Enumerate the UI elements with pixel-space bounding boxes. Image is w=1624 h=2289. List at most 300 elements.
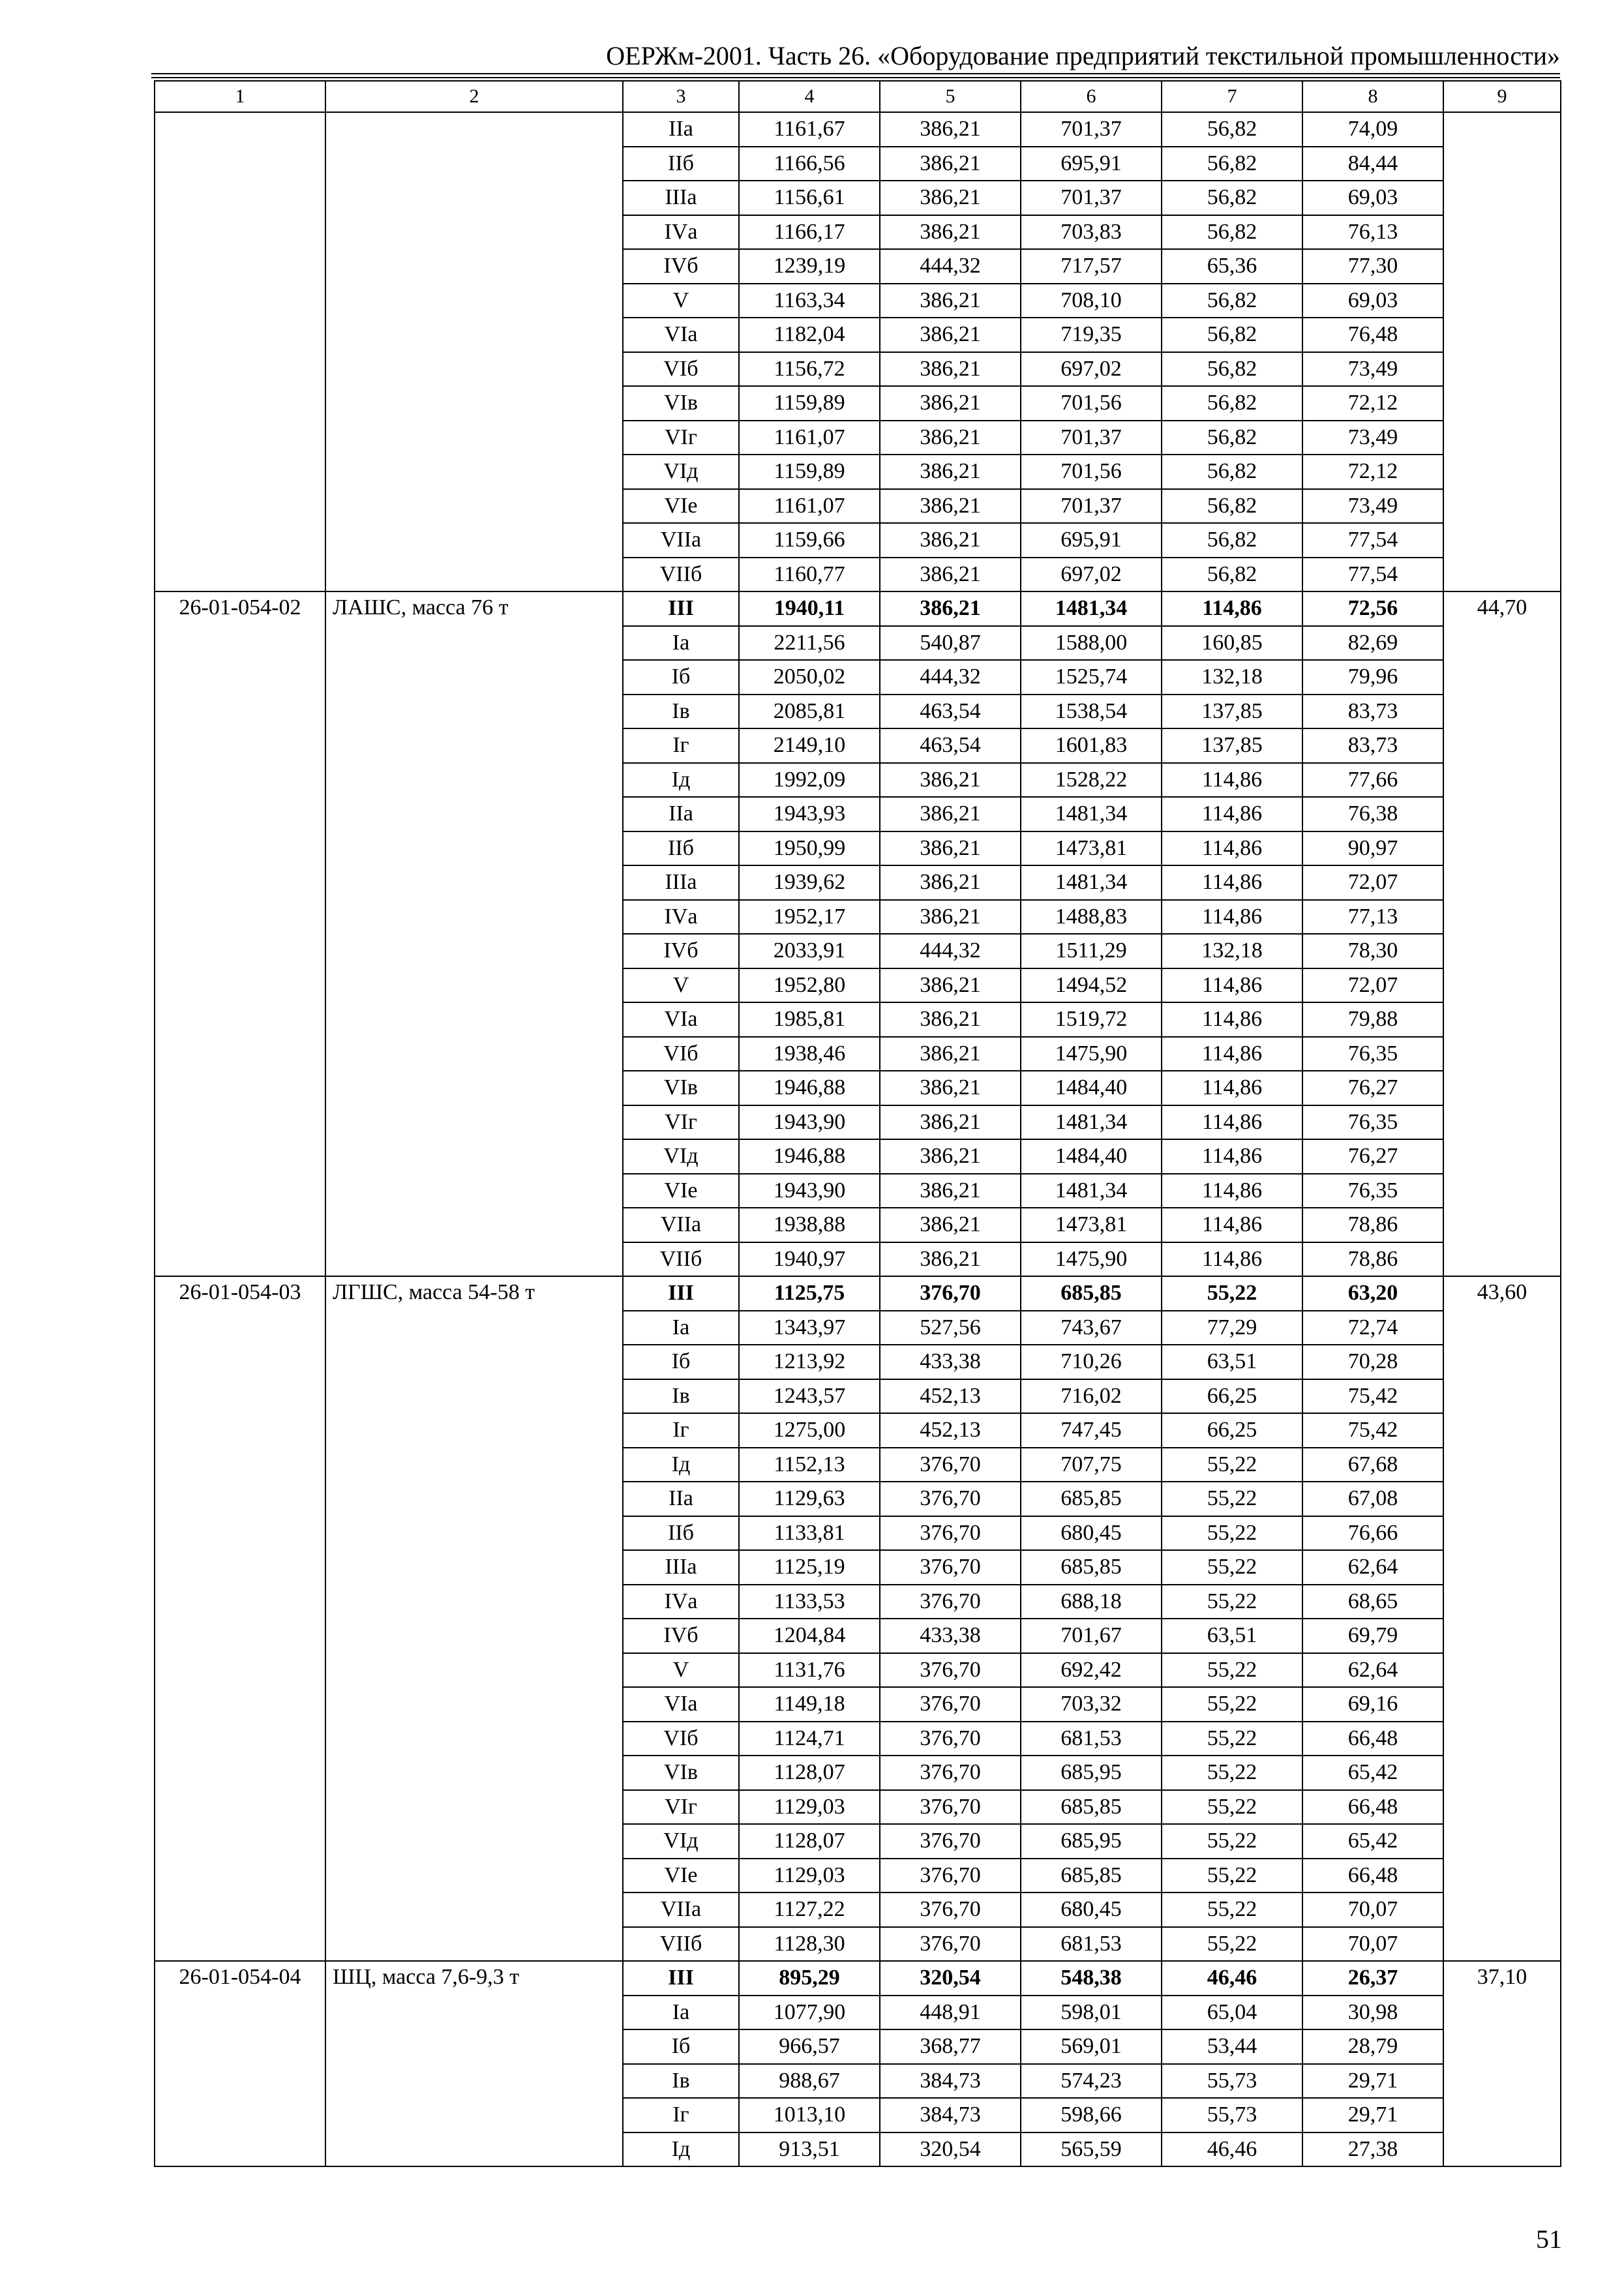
cell-c3: Iа	[623, 1996, 739, 2030]
cell-c3: IVб	[623, 934, 739, 968]
rate-code: 26-01-054-03	[155, 1276, 325, 1961]
cell-c7: 114,86	[1162, 1174, 1302, 1208]
cell-c4: 1133,53	[739, 1585, 880, 1619]
column-number: 2	[325, 81, 623, 112]
cell-c8: 26,37	[1302, 1961, 1443, 1996]
cell-c6: 1481,34	[1021, 797, 1162, 831]
cell-c8: 29,71	[1302, 2098, 1443, 2132]
cell-c7: 137,85	[1162, 695, 1302, 729]
cell-c4: 1125,75	[739, 1276, 880, 1311]
cell-c3: VIIб	[623, 1242, 739, 1277]
cell-c8: 78,86	[1302, 1242, 1443, 1277]
cell-c5: 386,21	[880, 318, 1021, 352]
cell-c3: VIв	[623, 1756, 739, 1790]
cell-c4: 1128,30	[739, 1927, 880, 1962]
cell-c7: 114,86	[1162, 1208, 1302, 1242]
cell-c5: 386,21	[880, 112, 1021, 147]
cell-c8: 82,69	[1302, 626, 1443, 661]
cell-c4: 1943,90	[739, 1174, 880, 1208]
cell-c3: Iг	[623, 2098, 739, 2132]
cell-c5: 386,21	[880, 147, 1021, 181]
cell-c4: 1129,03	[739, 1859, 880, 1893]
cell-c8: 65,42	[1302, 1756, 1443, 1790]
cell-c5: 376,70	[880, 1448, 1021, 1482]
cell-c4: 1125,19	[739, 1550, 880, 1585]
cell-c5: 376,70	[880, 1550, 1021, 1585]
cell-c4: 1940,97	[739, 1242, 880, 1277]
cell-c4: 966,57	[739, 2029, 880, 2064]
cell-c8: 77,30	[1302, 249, 1443, 284]
cell-c3: IIа	[623, 797, 739, 831]
cell-c4: 1161,07	[739, 421, 880, 455]
cell-c4: 895,29	[739, 1961, 880, 1996]
cell-c6: 1511,29	[1021, 934, 1162, 968]
cell-c5: 320,54	[880, 1961, 1021, 1996]
cell-c5: 376,70	[880, 1756, 1021, 1790]
cell-c3: IVб	[623, 249, 739, 284]
cell-c8: 83,73	[1302, 728, 1443, 763]
cell-c3: VIIб	[623, 1927, 739, 1962]
cell-c7: 55,22	[1162, 1516, 1302, 1551]
cell-c4: 1159,89	[739, 455, 880, 489]
cell-c6: 1473,81	[1021, 1208, 1162, 1242]
cell-c4: 1275,00	[739, 1413, 880, 1448]
cell-c4: 1992,09	[739, 763, 880, 798]
cell-c7: 66,25	[1162, 1379, 1302, 1414]
cell-c4: 988,67	[739, 2064, 880, 2099]
cell-c8: 77,66	[1302, 763, 1443, 798]
cell-c6: 1519,72	[1021, 1002, 1162, 1037]
column-number: 7	[1162, 81, 1302, 112]
cell-c6: 1481,34	[1021, 865, 1162, 900]
cell-c3: IVб	[623, 1619, 739, 1653]
cell-c4: 1985,81	[739, 1002, 880, 1037]
col9-value: 43,60	[1443, 1276, 1561, 1961]
cell-c7: 114,86	[1162, 1002, 1302, 1037]
cell-c3: VIв	[623, 386, 739, 421]
cell-c8: 65,42	[1302, 1824, 1443, 1859]
cell-c8: 77,54	[1302, 558, 1443, 592]
rate-code: 26-01-054-02	[155, 591, 325, 1276]
cell-c8: 68,65	[1302, 1585, 1443, 1619]
cell-c5: 452,13	[880, 1379, 1021, 1414]
cell-c8: 73,49	[1302, 489, 1443, 524]
cell-c5: 386,21	[880, 797, 1021, 831]
cell-c7: 114,86	[1162, 1105, 1302, 1140]
cell-c8: 74,09	[1302, 112, 1443, 147]
cell-c8: 62,64	[1302, 1653, 1443, 1688]
column-number: 8	[1302, 81, 1443, 112]
cell-c7: 46,46	[1162, 1961, 1302, 1996]
cell-c5: 386,21	[880, 831, 1021, 866]
cell-c7: 66,25	[1162, 1413, 1302, 1448]
cell-c6: 695,91	[1021, 523, 1162, 558]
cell-c5: 376,70	[880, 1859, 1021, 1893]
cell-c6: 1475,90	[1021, 1242, 1162, 1277]
cell-c4: 1938,88	[739, 1208, 880, 1242]
cell-c6: 1473,81	[1021, 831, 1162, 866]
cell-c8: 76,35	[1302, 1037, 1443, 1071]
cell-c6: 701,37	[1021, 421, 1162, 455]
cell-c4: 1163,34	[739, 284, 880, 318]
cell-c6: 717,57	[1021, 249, 1162, 284]
cell-c6: 708,10	[1021, 284, 1162, 318]
cell-c6: 710,26	[1021, 1345, 1162, 1379]
cell-c7: 114,86	[1162, 831, 1302, 866]
cell-c8: 72,07	[1302, 865, 1443, 900]
cell-c4: 1128,07	[739, 1756, 880, 1790]
cell-c8: 79,96	[1302, 660, 1443, 695]
cell-c8: 72,07	[1302, 968, 1443, 1003]
cell-c6: 685,85	[1021, 1276, 1162, 1311]
cell-c4: 1943,90	[739, 1105, 880, 1140]
cell-c3: Iг	[623, 1413, 739, 1448]
cell-c8: 76,27	[1302, 1071, 1443, 1105]
cell-c5: 386,21	[880, 421, 1021, 455]
cell-c5: 444,32	[880, 660, 1021, 695]
cell-c3: VIд	[623, 1824, 739, 1859]
cell-c5: 444,32	[880, 249, 1021, 284]
cell-c6: 747,45	[1021, 1413, 1162, 1448]
table-row	[155, 1276, 1561, 1311]
cell-c5: 386,21	[880, 900, 1021, 935]
cell-c4: 1160,77	[739, 558, 880, 592]
equipment-name	[325, 112, 623, 591]
cell-c7: 63,51	[1162, 1619, 1302, 1653]
cell-c6: 695,91	[1021, 147, 1162, 181]
cell-c3: VIг	[623, 1790, 739, 1825]
cell-c7: 55,22	[1162, 1824, 1302, 1859]
cell-c8: 66,48	[1302, 1859, 1443, 1893]
cell-c4: 1152,13	[739, 1448, 880, 1482]
cell-c3: VIе	[623, 1174, 739, 1208]
cell-c3: III	[623, 1276, 739, 1311]
cell-c6: 1538,54	[1021, 695, 1162, 729]
cell-c4: 1204,84	[739, 1619, 880, 1653]
cell-c8: 72,12	[1302, 455, 1443, 489]
cell-c7: 56,82	[1162, 558, 1302, 592]
cell-c3: VIа	[623, 1687, 739, 1722]
cell-c5: 386,21	[880, 1174, 1021, 1208]
cell-c3: IVа	[623, 1585, 739, 1619]
cell-c6: 1475,90	[1021, 1037, 1162, 1071]
cell-c7: 53,44	[1162, 2029, 1302, 2064]
cell-c4: 913,51	[739, 2132, 880, 2167]
cell-c7: 132,18	[1162, 660, 1302, 695]
cell-c5: 386,21	[880, 591, 1021, 626]
cell-c8: 83,73	[1302, 695, 1443, 729]
page-number: 51	[1536, 2224, 1562, 2254]
cell-c7: 55,73	[1162, 2098, 1302, 2132]
cell-c8: 72,56	[1302, 591, 1443, 626]
cell-c8: 76,35	[1302, 1105, 1443, 1140]
cell-c5: 376,70	[880, 1687, 1021, 1722]
cell-c8: 63,20	[1302, 1276, 1443, 1311]
cell-c5: 527,56	[880, 1311, 1021, 1345]
cell-c7: 114,86	[1162, 1242, 1302, 1277]
column-number: 6	[1021, 81, 1162, 112]
cell-c8: 77,54	[1302, 523, 1443, 558]
cell-c3: VIг	[623, 1105, 739, 1140]
cell-c8: 76,66	[1302, 1516, 1443, 1551]
cell-c3: III	[623, 591, 739, 626]
cell-c7: 56,82	[1162, 318, 1302, 352]
cell-c6: 719,35	[1021, 318, 1162, 352]
cell-c3: IIб	[623, 147, 739, 181]
cell-c4: 1940,11	[739, 591, 880, 626]
cell-c8: 28,79	[1302, 2029, 1443, 2064]
cell-c4: 1156,61	[739, 181, 880, 215]
cell-c7: 114,86	[1162, 1071, 1302, 1105]
cell-c4: 1013,10	[739, 2098, 880, 2132]
cell-c7: 56,82	[1162, 181, 1302, 215]
cell-c3: Iв	[623, 1379, 739, 1414]
cell-c8: 27,38	[1302, 2132, 1443, 2167]
cell-c5: 376,70	[880, 1516, 1021, 1551]
cell-c4: 1156,72	[739, 352, 880, 387]
cell-c7: 114,86	[1162, 865, 1302, 900]
cell-c5: 376,70	[880, 1790, 1021, 1825]
cell-c8: 69,16	[1302, 1687, 1443, 1722]
rate-code	[155, 112, 325, 591]
cell-c3: Iг	[623, 728, 739, 763]
cell-c4: 1149,18	[739, 1687, 880, 1722]
cell-c4: 1182,04	[739, 318, 880, 352]
cell-c5: 386,21	[880, 386, 1021, 421]
cell-c5: 376,70	[880, 1653, 1021, 1688]
col9-value	[1443, 112, 1561, 591]
cell-c7: 55,22	[1162, 1722, 1302, 1756]
cell-c5: 386,21	[880, 215, 1021, 250]
rates-table	[154, 80, 1561, 2167]
cell-c7: 114,86	[1162, 900, 1302, 935]
cell-c6: 681,53	[1021, 1722, 1162, 1756]
cell-c4: 1166,56	[739, 147, 880, 181]
rate-code: 26-01-054-04	[155, 1961, 325, 2166]
cell-c4: 1938,46	[739, 1037, 880, 1071]
cell-c6: 701,37	[1021, 181, 1162, 215]
cell-c7: 56,82	[1162, 147, 1302, 181]
cell-c6: 681,53	[1021, 1927, 1162, 1962]
cell-c5: 433,38	[880, 1345, 1021, 1379]
cell-c7: 55,22	[1162, 1550, 1302, 1585]
cell-c7: 55,22	[1162, 1585, 1302, 1619]
cell-c8: 30,98	[1302, 1996, 1443, 2030]
cell-c7: 56,82	[1162, 215, 1302, 250]
cell-c8: 76,38	[1302, 797, 1443, 831]
cell-c5: 376,70	[880, 1824, 1021, 1859]
cell-c7: 114,86	[1162, 1139, 1302, 1174]
cell-c6: 692,42	[1021, 1653, 1162, 1688]
cell-c7: 77,29	[1162, 1311, 1302, 1345]
cell-c8: 67,08	[1302, 1482, 1443, 1516]
equipment-name: ЛГШС, масса 54-58 т	[325, 1276, 623, 1961]
cell-c4: 1943,93	[739, 797, 880, 831]
cell-c5: 444,32	[880, 934, 1021, 968]
cell-c6: 701,67	[1021, 1619, 1162, 1653]
cell-c8: 66,48	[1302, 1722, 1443, 1756]
cell-c4: 1213,92	[739, 1345, 880, 1379]
cell-c3: IIб	[623, 831, 739, 866]
cell-c5: 386,21	[880, 284, 1021, 318]
cell-c3: VIд	[623, 1139, 739, 1174]
table-row	[155, 591, 1561, 626]
cell-c6: 703,32	[1021, 1687, 1162, 1722]
cell-c5: 463,54	[880, 695, 1021, 729]
cell-c6: 685,95	[1021, 1824, 1162, 1859]
cell-c6: 598,66	[1021, 2098, 1162, 2132]
cell-c7: 55,22	[1162, 1276, 1302, 1311]
cell-c8: 73,49	[1302, 352, 1443, 387]
cell-c3: VIIб	[623, 558, 739, 592]
cell-c6: 569,01	[1021, 2029, 1162, 2064]
cell-c6: 1481,34	[1021, 1105, 1162, 1140]
cell-c5: 448,91	[880, 1996, 1021, 2030]
cell-c7: 56,82	[1162, 523, 1302, 558]
cell-c8: 69,03	[1302, 181, 1443, 215]
cell-c4: 1952,17	[739, 900, 880, 935]
cell-c6: 703,83	[1021, 215, 1162, 250]
cell-c5: 376,70	[880, 1893, 1021, 1927]
cell-c7: 55,22	[1162, 1448, 1302, 1482]
cell-c6: 1484,40	[1021, 1071, 1162, 1105]
cell-c7: 56,82	[1162, 455, 1302, 489]
cell-c7: 160,85	[1162, 626, 1302, 661]
cell-c5: 386,21	[880, 1071, 1021, 1105]
cell-c7: 132,18	[1162, 934, 1302, 968]
cell-c6: 701,56	[1021, 386, 1162, 421]
cell-c4: 1124,71	[739, 1722, 880, 1756]
cell-c7: 114,86	[1162, 591, 1302, 626]
cell-c8: 90,97	[1302, 831, 1443, 866]
cell-c6: 697,02	[1021, 352, 1162, 387]
cell-c5: 376,70	[880, 1482, 1021, 1516]
cell-c8: 75,42	[1302, 1413, 1443, 1448]
column-number: 3	[623, 81, 739, 112]
cell-c5: 463,54	[880, 728, 1021, 763]
cell-c7: 56,82	[1162, 284, 1302, 318]
cell-c4: 1243,57	[739, 1379, 880, 1414]
cell-c5: 386,21	[880, 352, 1021, 387]
cell-c3: VIе	[623, 489, 739, 524]
cell-c8: 72,12	[1302, 386, 1443, 421]
cell-c5: 386,21	[880, 455, 1021, 489]
column-number: 4	[739, 81, 880, 112]
cell-c3: Iд	[623, 763, 739, 798]
cell-c3: IVа	[623, 215, 739, 250]
cell-c8: 67,68	[1302, 1448, 1443, 1482]
cell-c3: IIIа	[623, 181, 739, 215]
cell-c4: 1128,07	[739, 1824, 880, 1859]
cell-c8: 77,13	[1302, 900, 1443, 935]
cell-c6: 743,67	[1021, 1311, 1162, 1345]
table-row	[155, 1961, 1561, 1996]
cell-c5: 386,21	[880, 865, 1021, 900]
cell-c4: 1131,76	[739, 1653, 880, 1688]
cell-c4: 2211,56	[739, 626, 880, 661]
cell-c7: 56,82	[1162, 421, 1302, 455]
cell-c4: 1127,22	[739, 1893, 880, 1927]
cell-c5: 376,70	[880, 1585, 1021, 1619]
cell-c4: 1159,89	[739, 386, 880, 421]
cell-c7: 65,36	[1162, 249, 1302, 284]
cell-c7: 55,22	[1162, 1893, 1302, 1927]
cell-c3: VIг	[623, 421, 739, 455]
cell-c5: 386,21	[880, 1208, 1021, 1242]
cell-c6: 685,95	[1021, 1756, 1162, 1790]
cell-c3: III	[623, 1961, 739, 1996]
cell-c8: 66,48	[1302, 1790, 1443, 1825]
cell-c5: 386,21	[880, 1105, 1021, 1140]
cell-c7: 46,46	[1162, 2132, 1302, 2167]
cell-c5: 384,73	[880, 2064, 1021, 2099]
cell-c4: 2050,02	[739, 660, 880, 695]
cell-c7: 55,22	[1162, 1687, 1302, 1722]
cell-c8: 78,86	[1302, 1208, 1443, 1242]
col9-value: 44,70	[1443, 591, 1561, 1276]
cell-c4: 1159,66	[739, 523, 880, 558]
cell-c8: 69,03	[1302, 284, 1443, 318]
page-header-title: ОЕРЖм-2001. Часть 26. «Оборудование предприятий текстильной промышленности»	[606, 41, 1560, 70]
cell-c5: 386,21	[880, 1037, 1021, 1071]
cell-c8: 84,44	[1302, 147, 1443, 181]
column-number-row	[155, 81, 1561, 112]
cell-c3: VIб	[623, 352, 739, 387]
cell-c8: 72,74	[1302, 1311, 1443, 1345]
cell-c4: 2149,10	[739, 728, 880, 763]
cell-c3: IVа	[623, 900, 739, 935]
cell-c7: 55,22	[1162, 1927, 1302, 1962]
cell-c6: 707,75	[1021, 1448, 1162, 1482]
cell-c5: 386,21	[880, 181, 1021, 215]
cell-c7: 63,51	[1162, 1345, 1302, 1379]
cell-c5: 386,21	[880, 763, 1021, 798]
cell-c8: 76,27	[1302, 1139, 1443, 1174]
cell-c6: 685,85	[1021, 1859, 1162, 1893]
cell-c3: Iв	[623, 2064, 739, 2099]
cell-c3: Iв	[623, 695, 739, 729]
cell-c6: 1494,52	[1021, 968, 1162, 1003]
cell-c4: 1946,88	[739, 1071, 880, 1105]
rates-table-body	[155, 81, 1561, 2166]
cell-c6: 685,85	[1021, 1790, 1162, 1825]
cell-c5: 386,21	[880, 1139, 1021, 1174]
cell-c6: 716,02	[1021, 1379, 1162, 1414]
cell-c6: 701,37	[1021, 112, 1162, 147]
cell-c5: 320,54	[880, 2132, 1021, 2167]
cell-c7: 55,22	[1162, 1653, 1302, 1688]
cell-c3: VIе	[623, 1859, 739, 1893]
cell-c3: Iб	[623, 1345, 739, 1379]
cell-c7: 114,86	[1162, 968, 1302, 1003]
cell-c5: 376,70	[880, 1276, 1021, 1311]
cell-c3: VIIа	[623, 1893, 739, 1927]
cell-c8: 70,07	[1302, 1893, 1443, 1927]
col9-value: 37,10	[1443, 1961, 1561, 2166]
cell-c6: 1484,40	[1021, 1139, 1162, 1174]
cell-c5: 452,13	[880, 1413, 1021, 1448]
cell-c4: 2033,91	[739, 934, 880, 968]
cell-c7: 56,82	[1162, 386, 1302, 421]
cell-c3: IIб	[623, 1516, 739, 1551]
cell-c3: IIIа	[623, 1550, 739, 1585]
cell-c7: 56,82	[1162, 489, 1302, 524]
cell-c4: 1129,63	[739, 1482, 880, 1516]
cell-c5: 384,73	[880, 2098, 1021, 2132]
cell-c3: V	[623, 284, 739, 318]
cell-c3: VIб	[623, 1722, 739, 1756]
cell-c3: V	[623, 968, 739, 1003]
